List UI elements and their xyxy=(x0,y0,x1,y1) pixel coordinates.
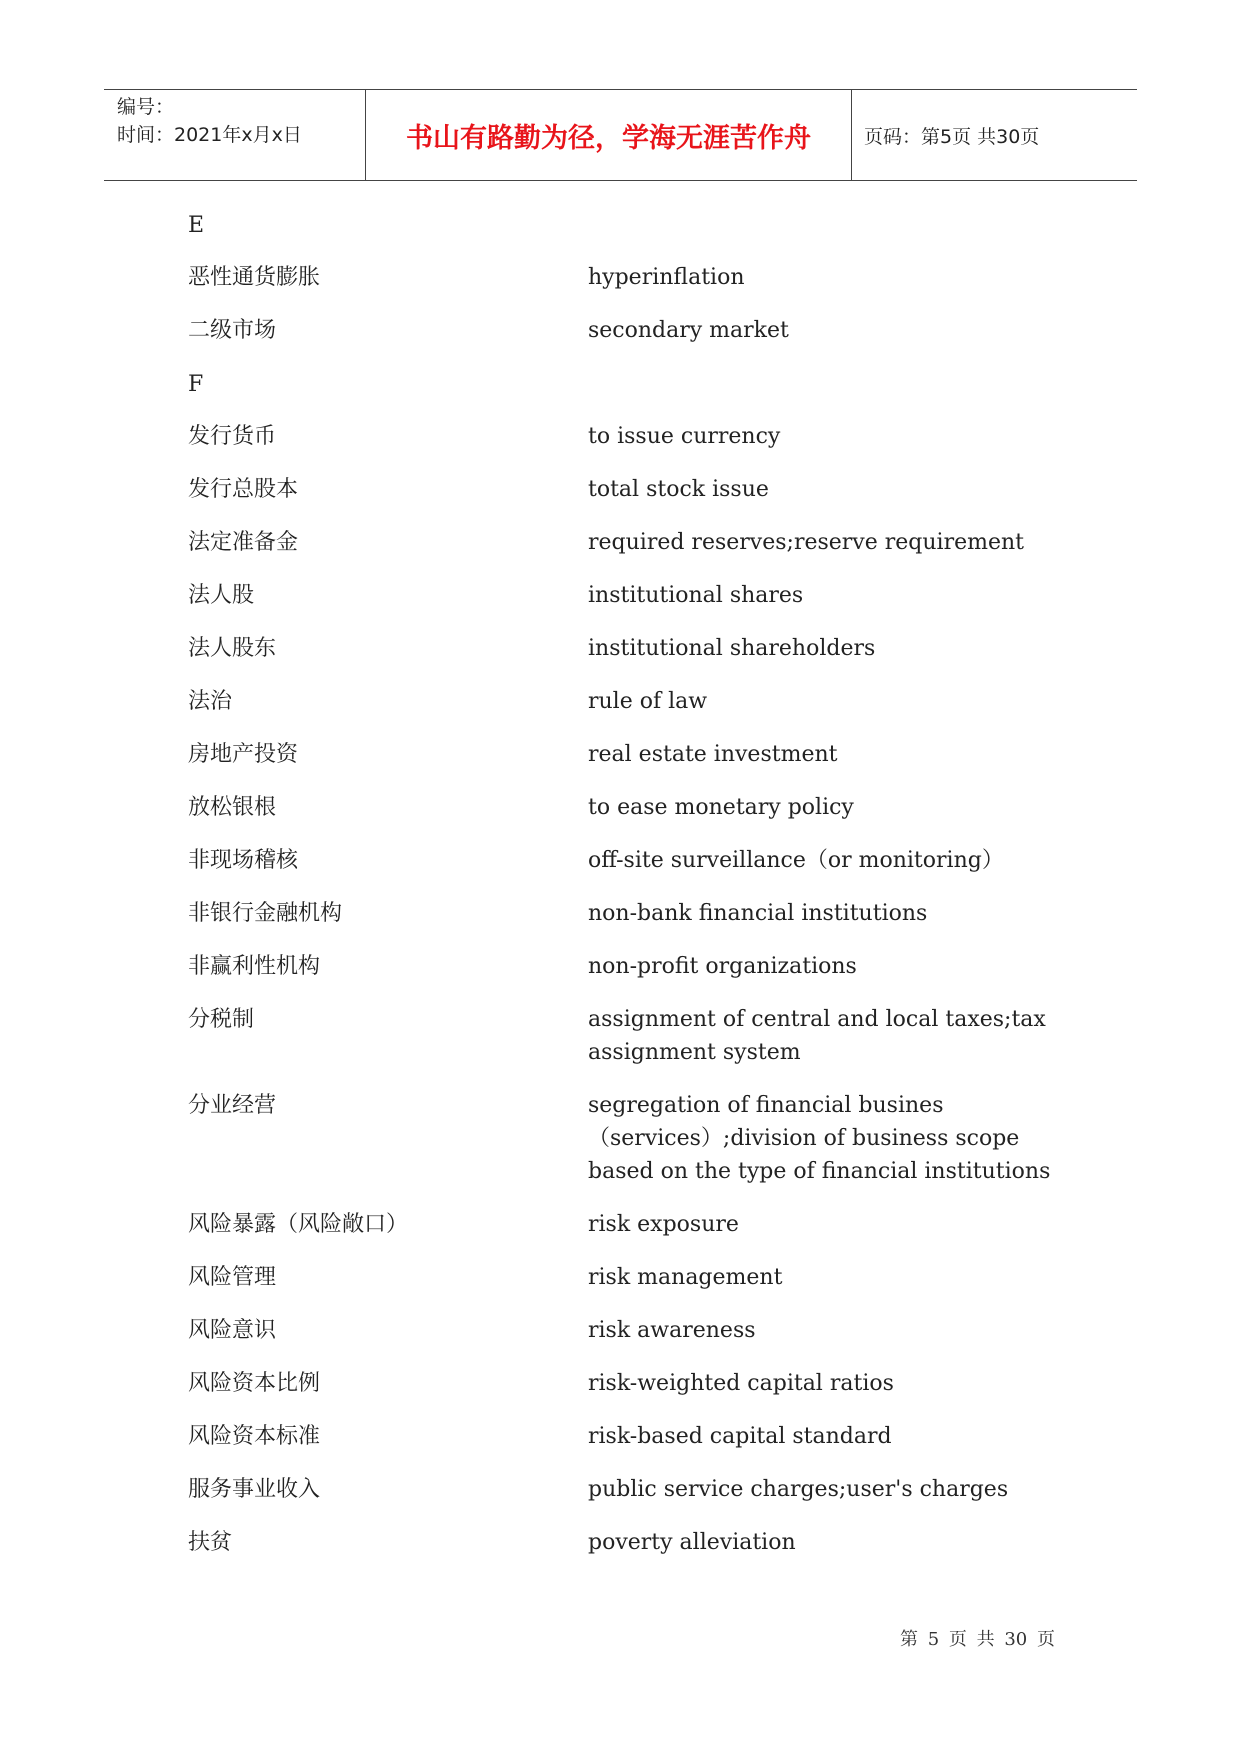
term-english: hyperinflation xyxy=(588,265,745,290)
term-chinese: 法人股东 xyxy=(188,636,277,661)
term-english: poverty alleviation xyxy=(588,1530,796,1555)
term-english: institutional shareholders xyxy=(588,636,876,661)
glossary-entry xyxy=(188,1367,1088,1400)
glossary-entry xyxy=(188,1003,1088,1069)
section-letter: F xyxy=(188,372,204,397)
term-chinese: 法人股 xyxy=(188,583,255,608)
term-english: to issue currency xyxy=(588,424,781,449)
term-chinese: 法治 xyxy=(188,689,233,714)
glossary-entry xyxy=(188,1314,1088,1347)
page-header xyxy=(104,89,1137,181)
term-chinese: 风险暴露（风险敞口） xyxy=(188,1212,409,1237)
term-english: risk awareness xyxy=(588,1318,756,1343)
term-chinese: 风险资本比例 xyxy=(188,1371,321,1396)
term-chinese: 非赢利性机构 xyxy=(188,954,321,979)
term-english: non-profit organizations xyxy=(588,954,857,979)
glossary-entry xyxy=(188,526,1088,559)
header-motto: 书山有路勤为径，学海无涯苦作舟 xyxy=(366,90,852,180)
glossary-entry xyxy=(188,950,1088,983)
term-chinese: 非现场稽核 xyxy=(188,848,299,873)
section-letter: E xyxy=(188,213,205,238)
header-meta xyxy=(104,90,366,180)
term-chinese: 风险资本标准 xyxy=(188,1424,321,1449)
glossary-entry xyxy=(188,791,1088,824)
term-english: secondary market xyxy=(588,318,789,343)
term-english: off-site surveillance（or monitoring） xyxy=(588,848,1004,873)
term-english: segregation of financial busines（services）;division of business scope based on the type of financial institutions xyxy=(588,1093,1051,1184)
glossary-entry xyxy=(188,738,1088,771)
term-chinese: 放松银根 xyxy=(188,795,277,820)
term-chinese: 分税制 xyxy=(188,1007,255,1032)
term-english: risk-weighted capital ratios xyxy=(588,1371,894,1396)
term-english: risk exposure xyxy=(588,1212,739,1237)
term-chinese: 非银行金融机构 xyxy=(188,901,343,926)
glossary-entry xyxy=(188,844,1088,877)
glossary-entry xyxy=(188,1473,1088,1506)
term-chinese: 法定准备金 xyxy=(188,530,299,555)
term-chinese: 恶性通货膨胀 xyxy=(188,265,321,290)
number-label: 编号： xyxy=(117,96,175,118)
glossary-entry xyxy=(188,1526,1088,1559)
glossary-entry xyxy=(188,420,1088,453)
glossary-entry xyxy=(188,579,1088,612)
term-english: institutional shares xyxy=(588,583,804,608)
header-page-info: 页码：第5页 共30页 xyxy=(864,125,1040,148)
glossary-entry xyxy=(188,1420,1088,1453)
term-english: rule of law xyxy=(588,689,708,714)
term-english: non-bank financial institutions xyxy=(588,901,928,926)
term-english: to ease monetary policy xyxy=(588,795,854,820)
term-english: real estate investment xyxy=(588,742,838,767)
term-chinese: 风险意识 xyxy=(188,1318,277,1343)
term-chinese: 发行货币 xyxy=(188,424,277,449)
term-english: assignment of central and local taxes;tax assignment system xyxy=(588,1007,1046,1065)
glossary-entry xyxy=(188,1261,1088,1294)
glossary-entry xyxy=(188,314,1088,347)
glossary-entry xyxy=(188,1208,1088,1241)
glossary-entry xyxy=(188,473,1088,506)
page-footer: 第 5 页 共 30 页 xyxy=(900,1629,1055,1650)
term-chinese: 分业经营 xyxy=(188,1093,277,1118)
term-chinese: 风险管理 xyxy=(188,1265,277,1290)
term-english: risk-based capital standard xyxy=(588,1424,892,1449)
glossary-entry xyxy=(188,632,1088,665)
term-chinese: 二级市场 xyxy=(188,318,277,343)
term-english: required reserves;reserve requirement xyxy=(588,530,1025,555)
glossary-list xyxy=(188,208,1088,1579)
glossary-entry xyxy=(188,1089,1088,1188)
term-chinese: 房地产投资 xyxy=(188,742,299,767)
glossary-entry xyxy=(188,261,1088,294)
glossary-entry xyxy=(188,897,1088,930)
glossary-entry xyxy=(188,685,1088,718)
term-chinese: 发行总股本 xyxy=(188,477,299,502)
term-english: risk management xyxy=(588,1265,783,1290)
term-english: total stock issue xyxy=(588,477,769,502)
time-label: 时间：2021年x月x日 xyxy=(117,124,302,146)
term-chinese: 扶贫 xyxy=(188,1530,233,1555)
term-english: public service charges;user's charges xyxy=(588,1477,1009,1502)
term-chinese: 服务事业收入 xyxy=(188,1477,321,1502)
